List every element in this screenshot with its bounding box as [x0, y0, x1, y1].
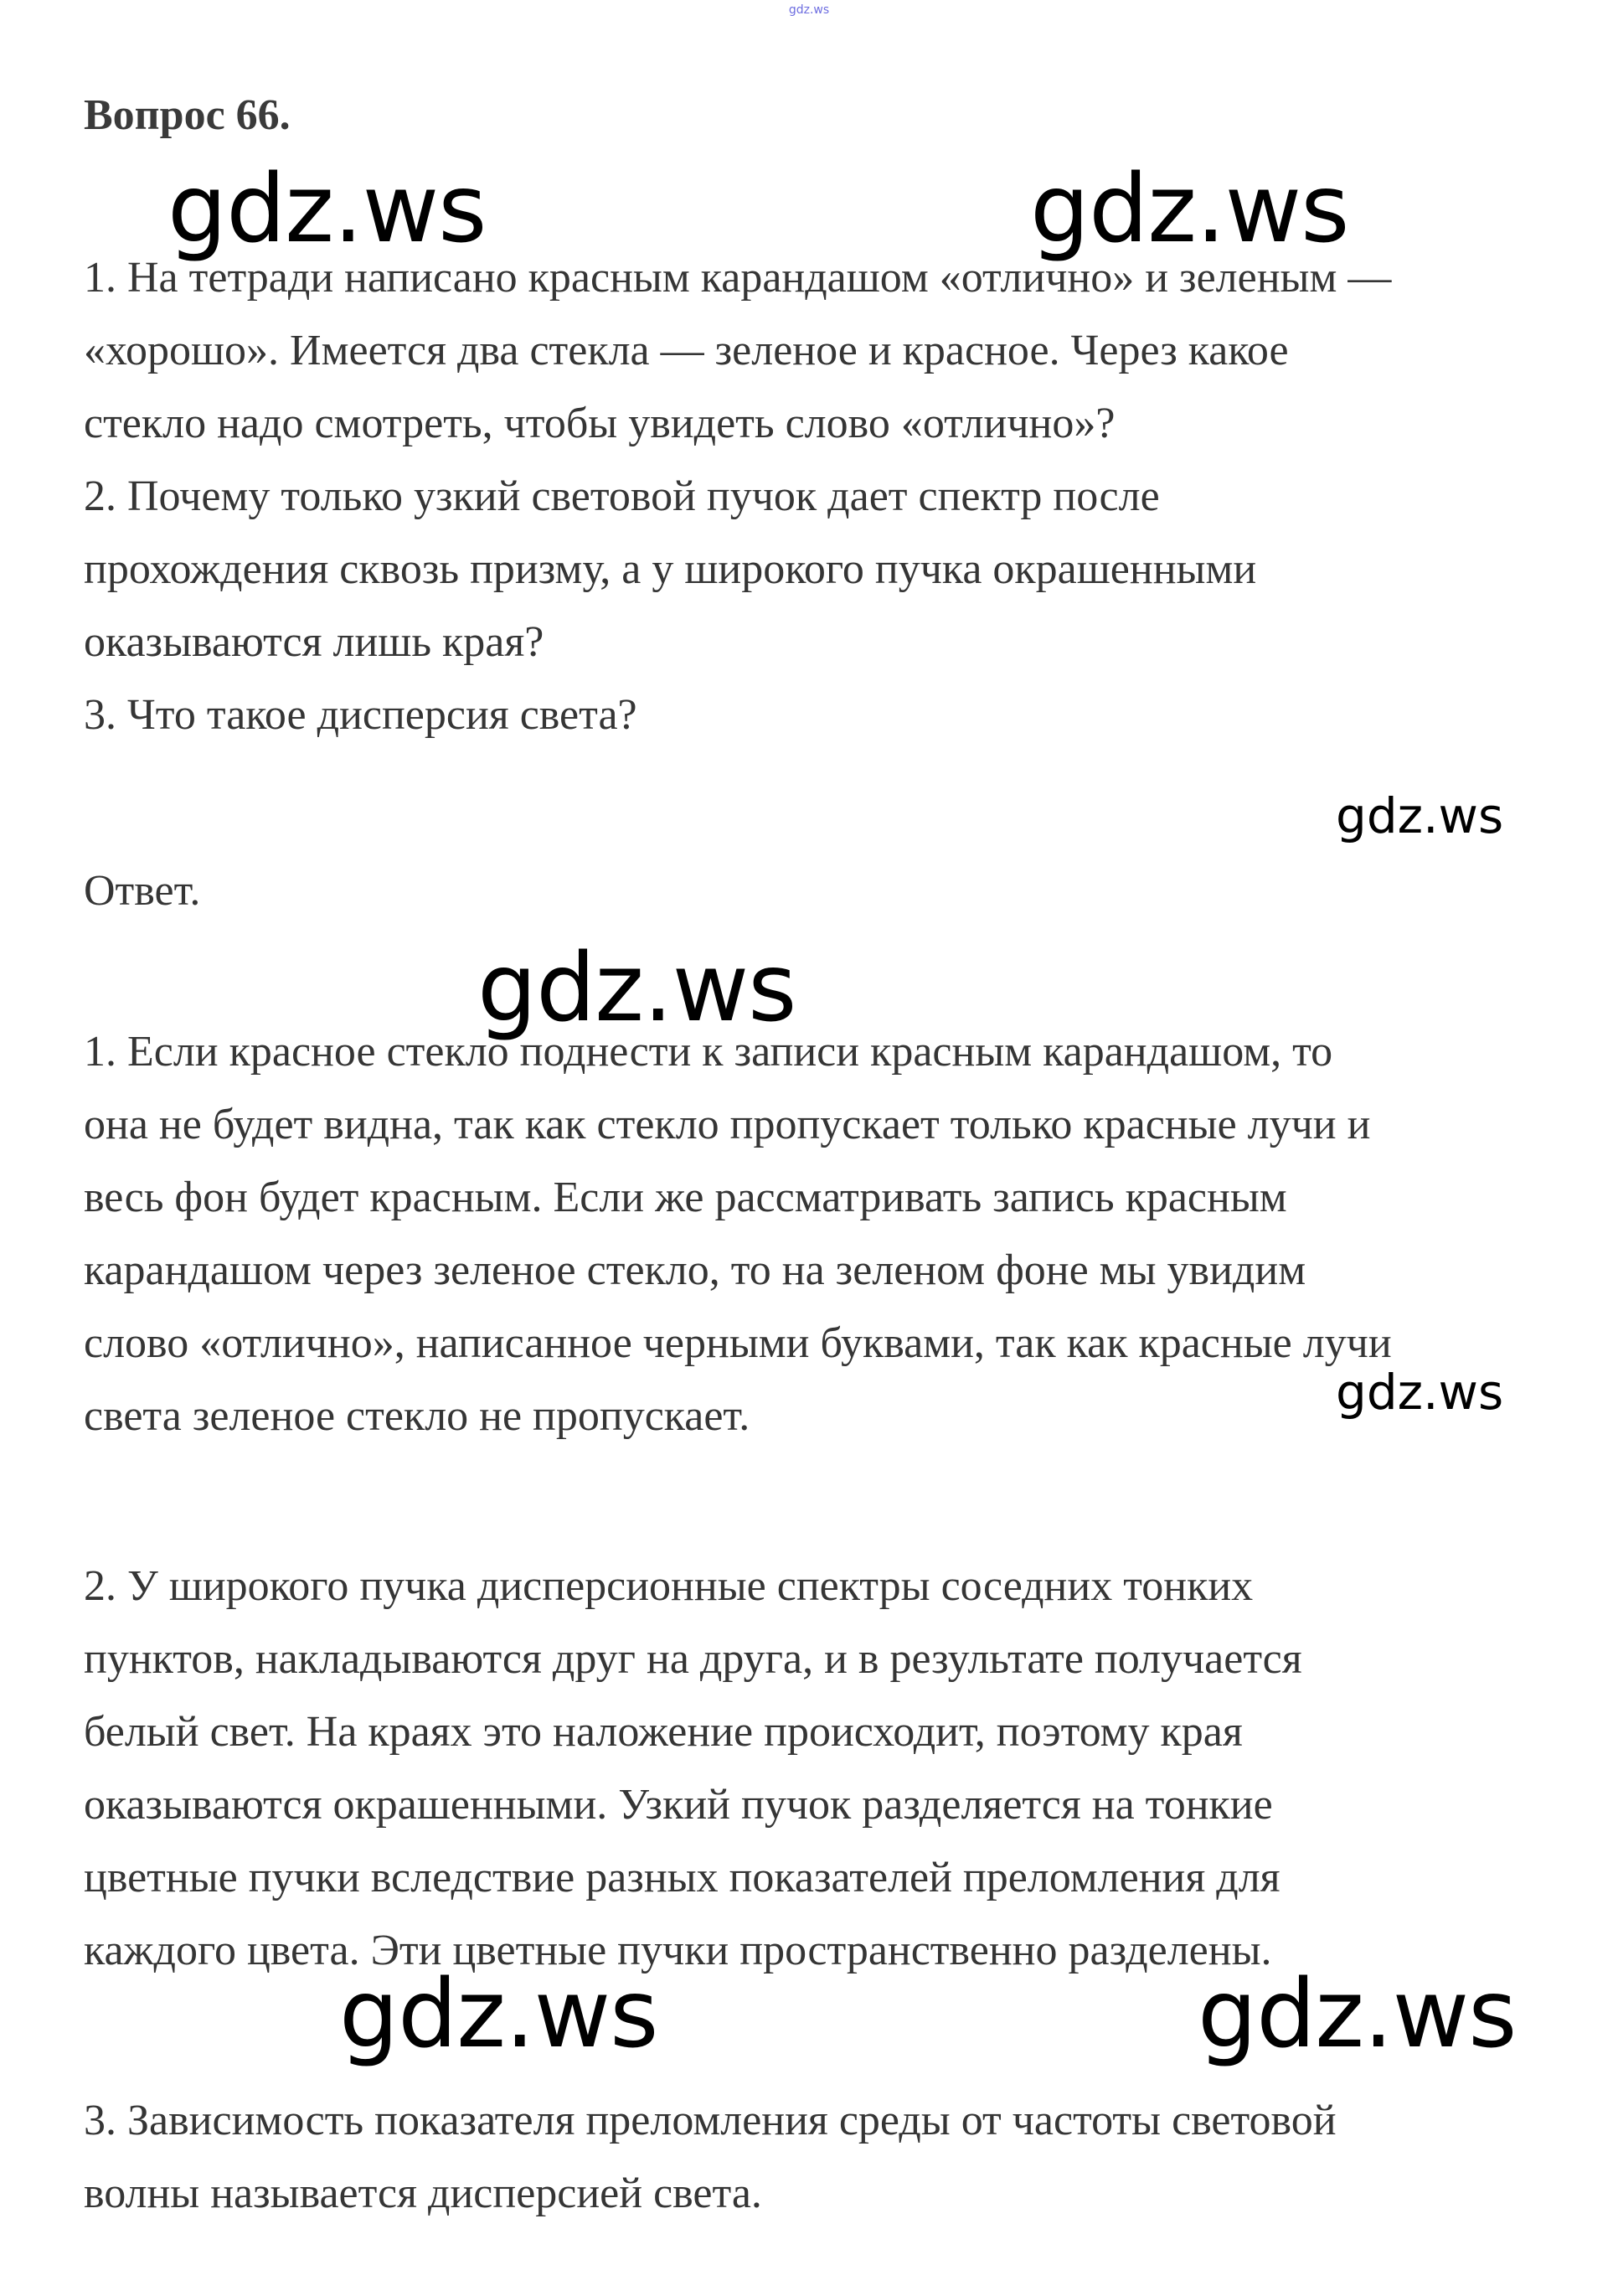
answer-line: оказываются окрашенными. Узкий пучок разделяется на тонкие — [84, 1781, 1273, 1829]
answer-line: цветные пучки вследствие разных показателей преломления для — [84, 1854, 1280, 1901]
watermark-logo: gdz.ws — [1336, 787, 1504, 844]
answer-part-3 — [84, 2084, 1337, 2230]
answer-line: 2. У широкого пучка дисперсионные спектры соседних тонких — [84, 1562, 1254, 1610]
answer-line: весь фон будет красным. Если же рассматривать запись красным — [84, 1174, 1287, 1221]
watermark-logo: gdz.ws — [477, 934, 796, 1043]
answer-line: 3. Зависимость показателя преломления среды от частоты световой — [84, 2097, 1337, 2144]
watermark-logo: gdz.ws — [167, 155, 487, 264]
answer-label-text: Ответ. — [84, 867, 201, 915]
question-line: стекло надо смотреть, чтобы увидеть слово «отлично»? — [84, 400, 1116, 447]
question-line: «хорошо». Имеется два стекла — зеленое и красное. Через какое — [84, 327, 1289, 374]
watermark-logo: gdz.ws — [339, 1960, 658, 2069]
answer-part-1 — [84, 1015, 1392, 1452]
question-line: 1. На тетради написано красным карандашом «отлично» и зеленым — — [84, 254, 1392, 302]
answer-line: пунктов, накладываются друг на друга, и в результате получается — [84, 1635, 1302, 1683]
answer-line: она не будет видна, так как стекло пропускает только красные лучи и — [84, 1101, 1371, 1148]
watermark-logo: gdz.ws — [1198, 1960, 1517, 2069]
question-text — [84, 241, 1391, 751]
question-line: 3. Что такое дисперсия света? — [84, 691, 637, 739]
answer-line: 1. Если красное стекло поднести к записи красным карандашом, то — [84, 1028, 1333, 1076]
question-line: прохождения сквозь призму, а у широкого пучка окрашенными — [84, 545, 1257, 593]
answer-part-2 — [84, 1550, 1302, 1987]
answer-line: слово «отлично», написанное черными буквами, так как красные лучи — [84, 1319, 1392, 1367]
answer-label — [84, 854, 200, 927]
answer-line: карандашом через зеленое стекло, то на зеленом фоне мы увидим — [84, 1246, 1306, 1294]
answer-line: света зеленое стекло не пропускает. — [84, 1392, 750, 1440]
question-line: оказываются лишь края? — [84, 618, 544, 666]
question-title: Вопрос 66. — [84, 91, 291, 139]
top-watermark: gdz.ws — [788, 3, 830, 17]
answer-line: белый свет. На краях это наложение происходит, поэтому края — [84, 1708, 1243, 1756]
watermark-logo: gdz.ws — [1336, 1364, 1504, 1421]
watermark-logo: gdz.ws — [1030, 155, 1349, 264]
question-line: 2. Почему только узкий световой пучок дает спектр после — [84, 472, 1160, 520]
answer-line: волны называется дисперсией света. — [84, 2170, 762, 2217]
answer-line: каждого цвета. Эти цветные пучки пространственно разделены. — [84, 1927, 1272, 1974]
